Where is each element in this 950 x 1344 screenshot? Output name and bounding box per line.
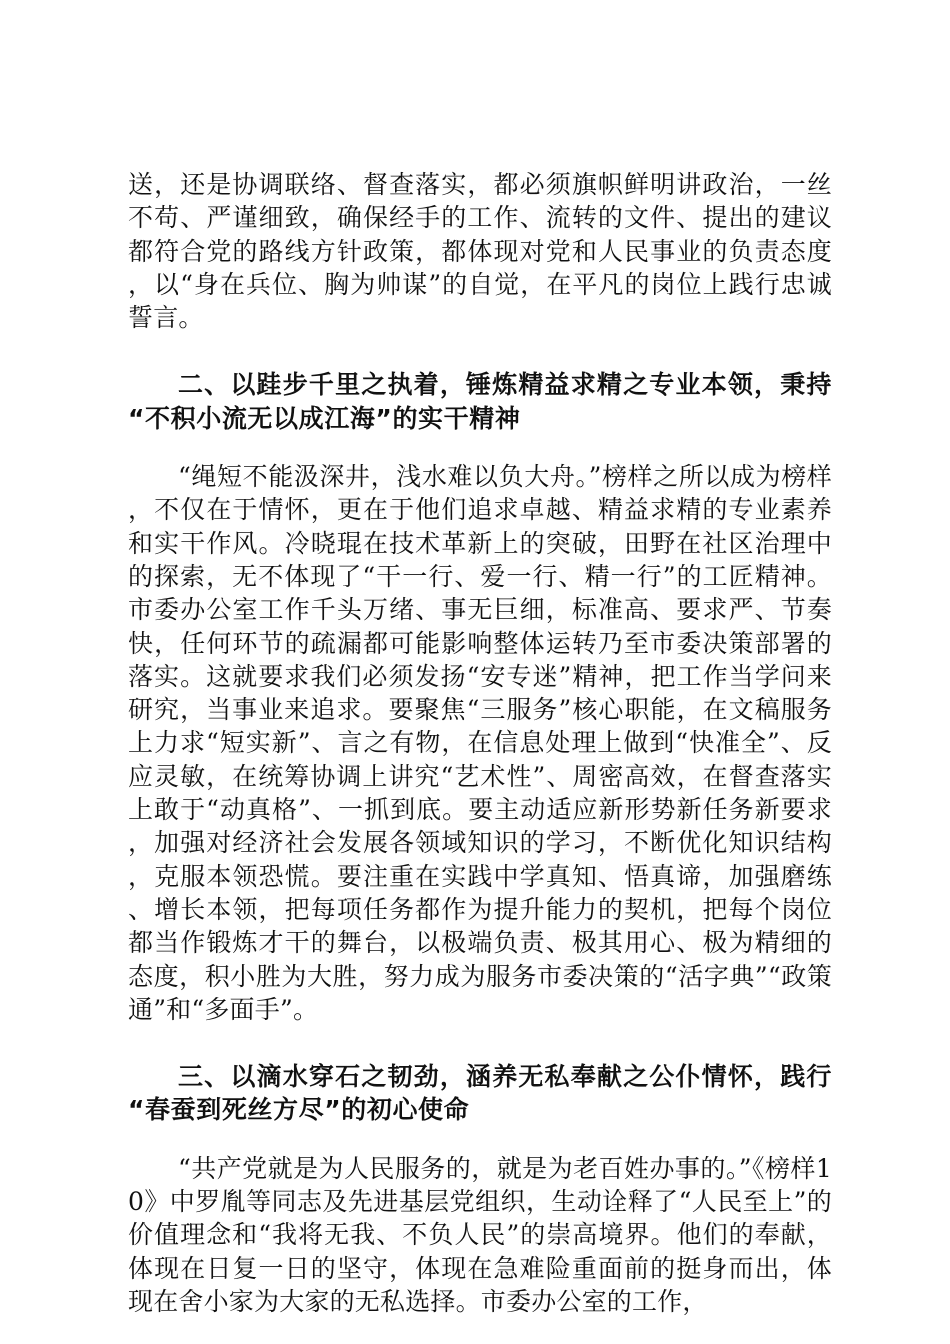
document-body <box>128 168 832 1318</box>
paragraph-section-2: “绳短不能汲深井，浅水难以负大舟。”榜样之所以成为榜样，不仅在于情怀，更在于他们追求卓越、精益求精的专业素养和实干作风。冷晓琨在技术革新上的突破，田野在社区治理中的探索，无不体现了“干一行、爱一行、精一行”的工匠精神。市委办公室工作千头万绪、事无巨细，标准高、要求严、节奏快，任何环节的疏漏都可能影响整体运转乃至市委决策部署的落实。这就要求我们必须发扬“安专迷”精神，把工作当学问来研究，当事业来追求。要聚焦“三服务”核心职能，在文稿服务上力求“短实新”、言之有物，在信息处理上做到“快准全”、反应灵敏，在统筹协调上讲究“艺术性”、周密高效，在督查落实上敢于“动真格”、一抓到底。要主动适应新形势新任务新要求，加强对经济社会发展各领域知识的学习，不断优化知识结构，克服本领恐慌。要注重在实践中学真知、悟真谛，加强磨练、增长本领，把每项任务都作为提升能力的契机，把每个岗位都当作锻炼才干的舞台，以极端负责、极其用心、极为精细的态度，积小胜为大胜，努力成为服务市委决策的“活字典”“政策通”和“多面手”。 <box>128 462 832 1024</box>
paragraph-continued: 送，还是协调联络、督查落实，都必须旗帜鲜明讲政治，一丝不苟、严谨细致，确保经手的工作、流转的文件、提出的建议都符合党的路线方针政策，都体现对党和人民事业的负责态度，以“身在兵位、胸为帅谋”的自觉，在平凡的岗位上践行忠诚誓言。 <box>128 170 832 333</box>
section-heading-3: 三、以滴水穿石之韧劲，涵养无私奉献之公仆情怀，践行“春蚕到死丝方尽”的初心使命 <box>128 1062 832 1125</box>
section-heading-2: 二、以跬步千里之执着，锤炼精益求精之专业本领，秉持“不积小流无以成江海”的实干精神 <box>128 370 832 433</box>
paragraph-section-3: “共产党就是为人民服务的，就是为老百姓办事的。”《榜样10》中罗胤等同志及先进基层党组织，生动诠释了“人民至上”的价值理念和“我将无我、不负人民”的崇高境界。他们的奉献，体现在日复一日的坚守，体现在急难险重面前的挺身而出，体现在舍小家为大家的无私选择。市委办公室的工作， <box>128 1153 832 1316</box>
